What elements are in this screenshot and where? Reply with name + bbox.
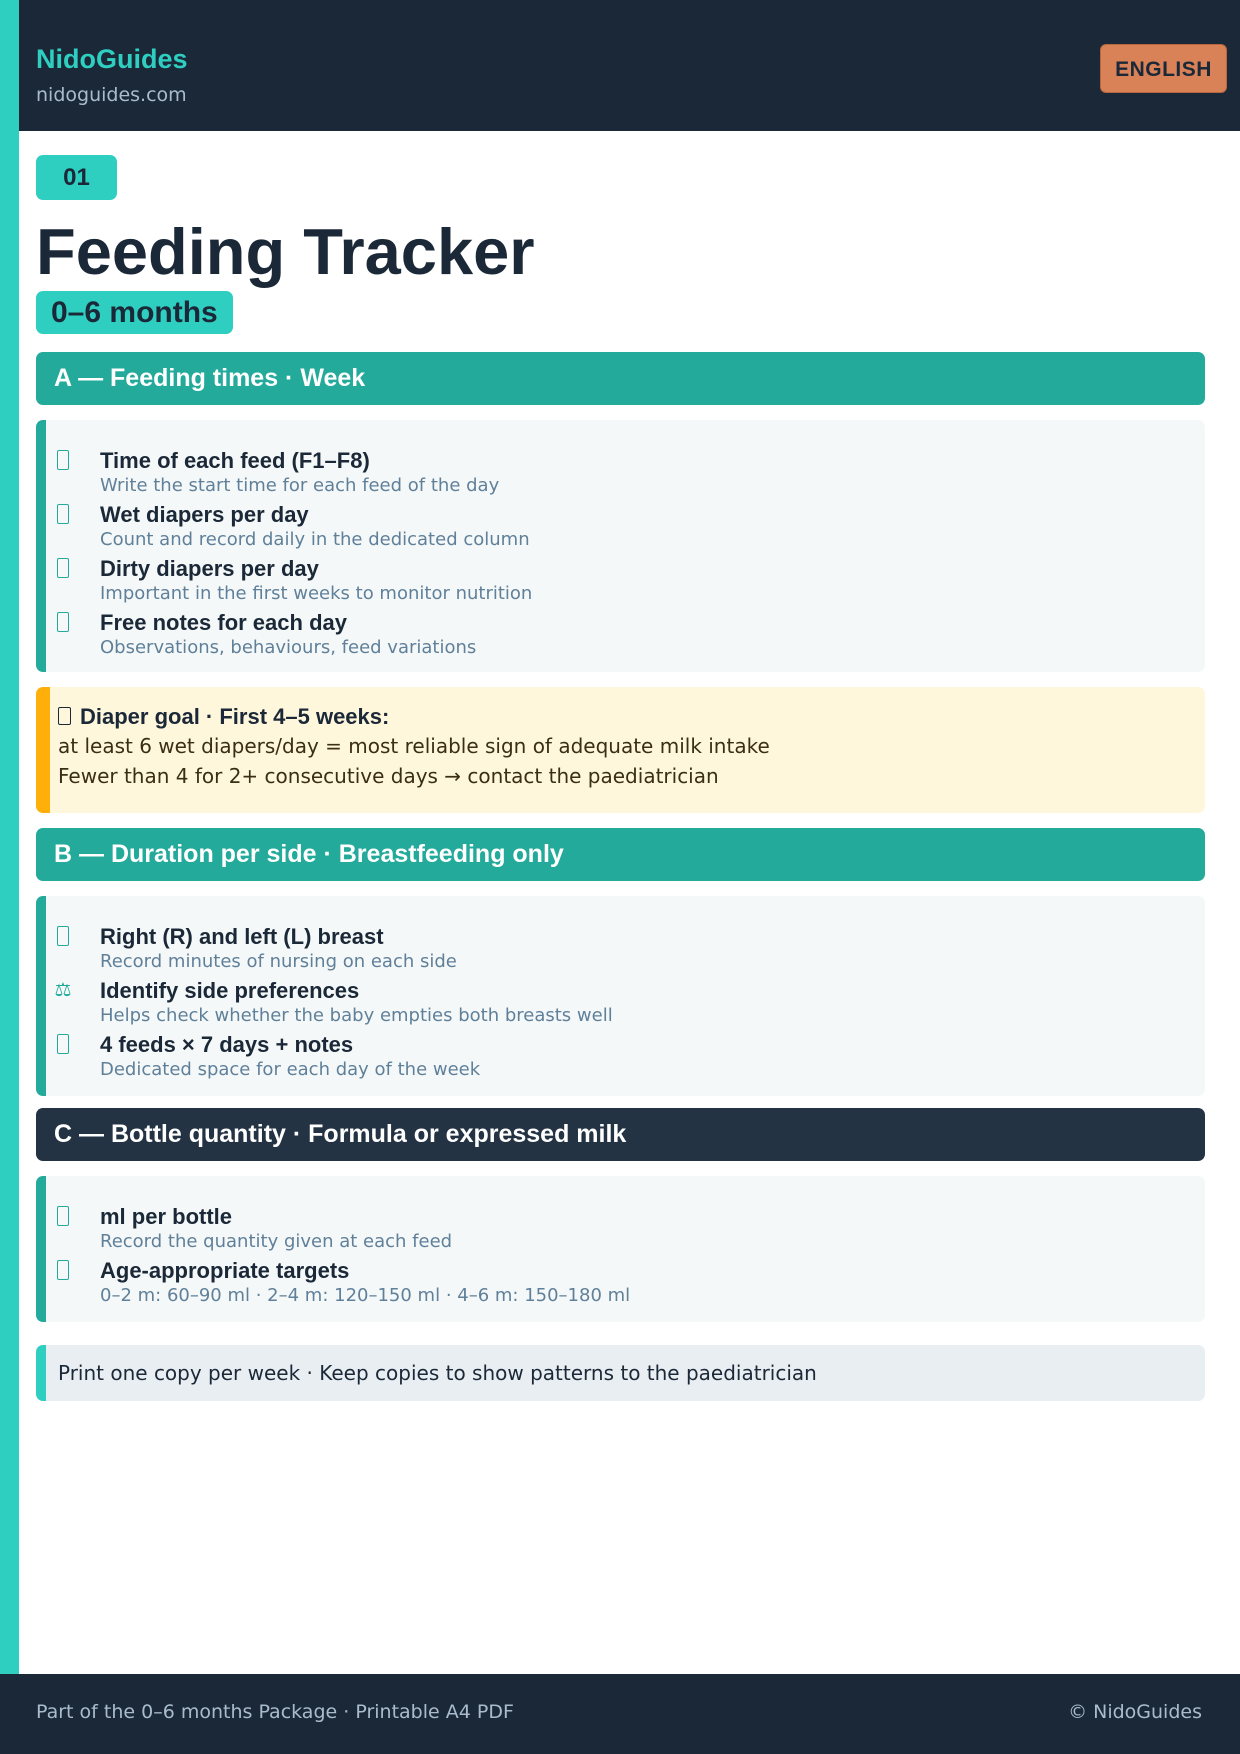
guide-number-badge: 01	[36, 155, 117, 200]
list-item	[46, 1016, 1196, 1080]
list-item	[46, 486, 1196, 550]
age-range-badge: 0–6 months	[36, 291, 233, 334]
brand-name[interactable]: NidoGuides	[36, 44, 188, 74]
list-item	[46, 962, 1196, 1026]
list-item	[46, 1242, 1196, 1306]
section-b-header: B — Duration per side · Breastfeeding only	[36, 828, 1205, 881]
list-item	[46, 540, 1196, 604]
list-item	[46, 1188, 1196, 1252]
bottle-icon	[52, 1205, 74, 1227]
item-title: Dirty diapers per day	[100, 556, 319, 581]
notes-icon	[52, 611, 74, 633]
callout-title: Diaper goal · First 4–5 weeks:	[80, 704, 390, 729]
diaper-goal-callout	[36, 687, 1205, 813]
item-description: 0–2 m: 60–90 ml · 2–4 m: 120–150 ml · 4–6 m: 150–180 ml	[100, 1285, 631, 1306]
item-description: Write the start time for each feed of the day	[100, 475, 500, 496]
calendar-icon	[52, 1033, 74, 1055]
item-description: Count and record daily in the dedicated column	[100, 529, 530, 550]
list-item	[46, 594, 1196, 658]
timer-icon	[52, 925, 74, 947]
page-title: Feeding Tracker	[36, 215, 535, 288]
balance-scale-icon: ⚖	[54, 979, 72, 1001]
item-title: Time of each feed (F1–F8)	[100, 448, 370, 473]
item-description: Dedicated space for each day of the week	[100, 1059, 481, 1080]
item-description: Record the quantity given at each feed	[100, 1231, 453, 1252]
item-title: Right (R) and left (L) breast	[100, 924, 384, 949]
section-b-card	[36, 896, 1205, 1096]
item-description: Record minutes of nursing on each side	[100, 951, 457, 972]
section-a-header: A — Feeding times · Week	[36, 352, 1205, 405]
item-description: Important in the first weeks to monitor nutrition	[100, 583, 533, 604]
print-tip-banner: Print one copy per week · Keep copies to show patterns to the paediatrician	[36, 1345, 1205, 1401]
brand-url[interactable]: nidoguides.com	[36, 84, 187, 106]
item-title: Free notes for each day	[100, 610, 347, 635]
callout-line-2: Fewer than 4 for 2+ consecutive days → contact the paediatrician	[58, 764, 719, 788]
item-title: 4 feeds × 7 days + notes	[100, 1032, 354, 1057]
section-c-card	[36, 1176, 1205, 1322]
list-item	[46, 432, 1196, 496]
item-title: Wet diapers per day	[100, 502, 309, 527]
item-title: ml per bottle	[100, 1204, 233, 1229]
section-a-card	[36, 420, 1205, 672]
item-title: Age-appropriate targets	[100, 1258, 350, 1283]
target-icon	[52, 1259, 74, 1281]
item-title: Identify side preferences	[100, 978, 360, 1003]
footer-copyright: © NidoGuides	[1068, 1701, 1202, 1723]
target-icon	[58, 707, 71, 725]
clock-icon	[52, 449, 74, 471]
diaper-icon	[52, 557, 74, 579]
droplet-icon	[52, 503, 74, 525]
list-item	[46, 908, 1196, 972]
item-description: Helps check whether the baby empties both breasts well	[100, 1005, 613, 1026]
callout-title-row	[58, 704, 389, 730]
left-accent-strip	[0, 0, 19, 1754]
site-footer	[0, 1674, 1240, 1754]
language-button[interactable]: ENGLISH	[1100, 44, 1227, 93]
callout-line-1: at least 6 wet diapers/day = most reliable sign of adequate milk intake	[58, 734, 770, 758]
item-description: Observations, behaviours, feed variations	[100, 637, 477, 658]
site-header	[19, 0, 1240, 131]
footer-package-note: Part of the 0–6 months Package · Printable A4 PDF	[36, 1701, 514, 1723]
section-c-header: C — Bottle quantity · Formula or expressed milk	[36, 1108, 1205, 1161]
